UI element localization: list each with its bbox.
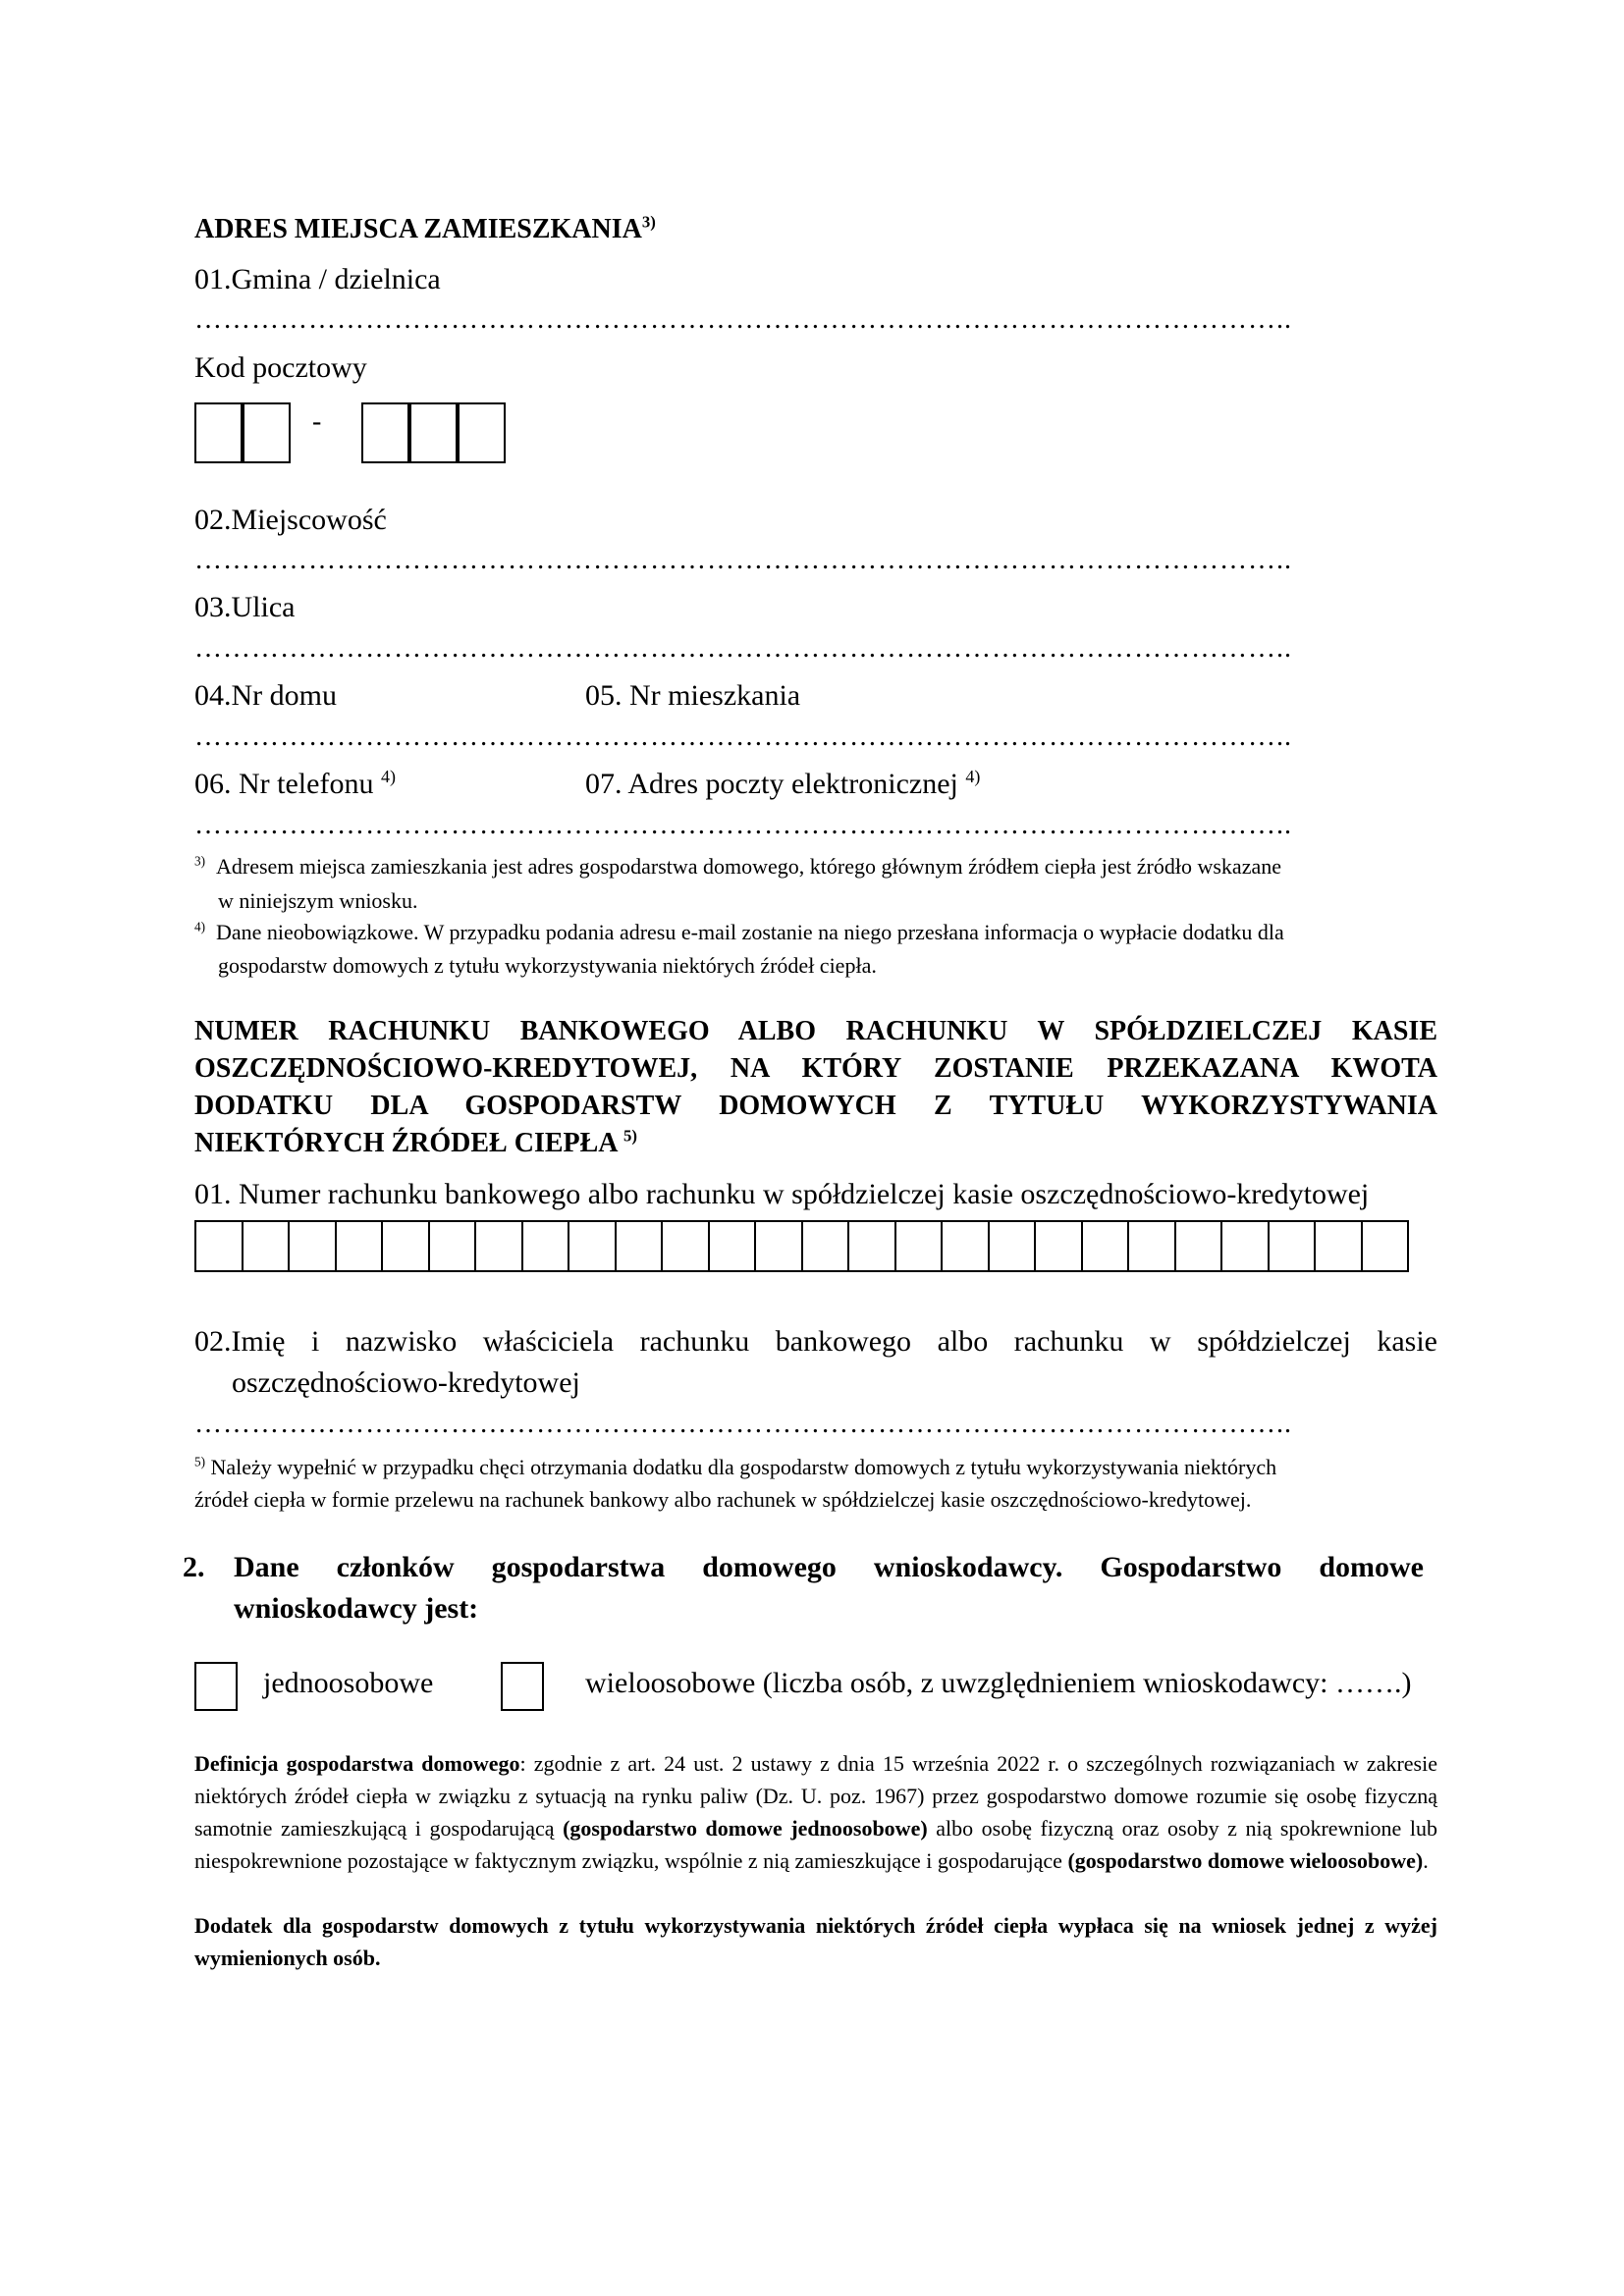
single-person-checkbox[interactable] (194, 1662, 238, 1711)
account-digit-box[interactable] (335, 1220, 384, 1272)
account-digit-box[interactable] (661, 1220, 710, 1272)
account-digit-box[interactable] (242, 1220, 291, 1272)
household-note: Dodatek dla gospodarstw domowych z tytułu wykorzystywania niektórych źródeł ciepła wypłaca się na wniosek jednej z wyżej wymienionych osób. (194, 1913, 1437, 1970)
postal-code-label: Kod pocztowy (194, 351, 367, 384)
account-digit-box[interactable] (1081, 1220, 1130, 1272)
account-digit-box[interactable] (521, 1220, 570, 1272)
multi-person-label: wieloosobowe (liczba osób, z uwzględnieniem wnioskodawcy: …….) (585, 1667, 1412, 1699)
phone-email-field[interactable]: …………………………………………………………………………………………………….. (194, 810, 1292, 840)
footnote-5: $^{5)}$ Należy wypełnić w przypadku chęci otrzymania dodatku dla gospodarstw domowych z tytułu wykorzystywania niektórych (194, 1454, 1277, 1479)
multi-person-checkbox[interactable] (501, 1662, 544, 1711)
address-heading: ADRES MIEJSCA ZAMIESZKANIA$^{3)}$ (194, 212, 656, 244)
phone-label: 06. Nr telefonu $^{4)}$ (194, 767, 396, 800)
street-field[interactable]: …………………………………………………………………………………………………….. (194, 633, 1292, 664)
account-digit-box[interactable] (708, 1220, 757, 1272)
account-digit-box[interactable] (288, 1220, 337, 1272)
account-digit-box[interactable] (474, 1220, 523, 1272)
section-2-number: 2. (183, 1551, 205, 1583)
postal-code-boxes[interactable] (194, 402, 528, 463)
footnote-4-cont: gospodarstw domowych z tytułu wykorzystywania niektórych źródeł ciepła. (218, 953, 877, 978)
account-owner-label: 02.Imię i nazwisko właściciela rachunku bankowego albo rachunku w spółdzielczej kasie (194, 1325, 1437, 1358)
account-number-label: 01. Numer rachunku bankowego albo rachunku w spółdzielczej kasie oszczędnościowo-kredytowej (194, 1178, 1370, 1210)
account-digit-box[interactable] (1174, 1220, 1223, 1272)
single-person-label: jednoosobowe (263, 1667, 434, 1699)
account-digit-box[interactable] (1127, 1220, 1176, 1272)
account-digit-box[interactable] (1220, 1220, 1270, 1272)
account-digit-box[interactable] (941, 1220, 990, 1272)
section-2-title: Dane członków gospodarstwa domowego wnioskodawcy. Gospodarstwo domowe (234, 1551, 1424, 1583)
account-owner-label-cont: oszczędnościowo-kredytowej (232, 1366, 580, 1399)
footnote-3: $^{3)}$ Adresem miejsca zamieszkania jest adres gospodarstwa domowego, którego głównym źródłem ciepła jest źródło wskazane (194, 853, 1281, 879)
account-digit-box[interactable] (615, 1220, 664, 1272)
account-digit-box[interactable] (1314, 1220, 1363, 1272)
postal-code-box[interactable] (361, 402, 409, 463)
account-digit-box[interactable] (754, 1220, 803, 1272)
postal-code-box[interactable] (194, 402, 243, 463)
account-digit-box[interactable] (1361, 1220, 1410, 1272)
account-digit-box[interactable] (1034, 1220, 1083, 1272)
account-digit-box[interactable] (1268, 1220, 1317, 1272)
house-apartment-field[interactable]: …………………………………………………………………………………………………….. (194, 721, 1292, 752)
postal-code-box[interactable] (409, 402, 458, 463)
footnote-3-cont: w niniejszym wniosku. (218, 888, 418, 913)
postal-code-box[interactable] (243, 402, 291, 463)
account-number-boxes[interactable] (194, 1220, 1409, 1272)
account-digit-box[interactable] (801, 1220, 850, 1272)
account-owner-field[interactable]: …………………………………………………………………………………………………….. (194, 1409, 1292, 1439)
apartment-number-label: 05. Nr mieszkania (585, 679, 801, 712)
email-label: 07. Adres poczty elektronicznej $^{4)}$ (585, 767, 981, 800)
account-digit-box[interactable] (428, 1220, 477, 1272)
footnote-5-cont: źródeł ciepła w formie przelewu na rachunek bankowy albo rachunek w spółdzielczej kasie oszczędnościowo-kredytowej. (194, 1487, 1252, 1512)
account-digit-box[interactable] (568, 1220, 617, 1272)
house-number-label: 04.Nr domu (194, 679, 337, 712)
account-digit-box[interactable] (381, 1220, 430, 1272)
postal-code-dash: - (312, 406, 322, 437)
street-label: 03.Ulica (194, 591, 296, 623)
account-digit-box[interactable] (194, 1220, 244, 1272)
section-2-title-cont: wnioskodawcy jest: (234, 1592, 479, 1625)
locality-label: 02.Miejscowość (194, 504, 387, 536)
postal-code-box[interactable] (458, 402, 506, 463)
municipality-field[interactable]: …………………………………………………………………………………………………….. (194, 304, 1292, 335)
footnote-4: $^{4)}$ Dane nieobowiązkowe. W przypadku podania adresu e-mail zostanie na niego przesłana informacja o wypłacie dodatku dla (194, 919, 1284, 944)
household-definition: Definicja gospodarstwa domowego: zgodnie z art. 24 ust. 2 ustawy z dnia 15 września 2022 r. o szczególnych rozwiązaniach w zakresie niektórych źródeł ciepła w związku z sytuacją na rynku paliw (Dz. U. poz. 1967) przez gospodarstwo domowe rozumie się osobę fizyczną samotnie zamieszkującą i gospodarującą (gospodarstwo domowe jednoosobowe) albo osobę fizyczną oraz osoby z nią spokrewnione lub niespokrewnione pozostające w faktycznym związku, wspólnie z nią zamieszkujące i gospodarujące (gospodarstwo domowe wieloosobowe). (194, 1751, 1437, 1873)
municipality-label: 01.Gmina / dzielnica (194, 263, 441, 295)
account-digit-box[interactable] (847, 1220, 896, 1272)
account-digit-box[interactable] (894, 1220, 944, 1272)
locality-field[interactable]: …………………………………………………………………………………………………….. (194, 545, 1292, 575)
bank-heading: NUMER RACHUNKU BANKOWEGO ALBO RACHUNKU W SPÓŁDZIELCZEJ KASIE OSZCZĘDNOŚCIOWO-KREDYTOWEJ, NA KTÓRY ZOSTANIE PRZEKAZANA KWOTA DODATKU DLA GOSPODARSTW DOMOWYCH Z TYTUŁU WYKORZYSTYWANIA NIEKTÓRYCH ŹRÓDEŁ CIEPŁA $^{5)}$ (194, 1016, 1437, 1158)
account-digit-box[interactable] (988, 1220, 1037, 1272)
